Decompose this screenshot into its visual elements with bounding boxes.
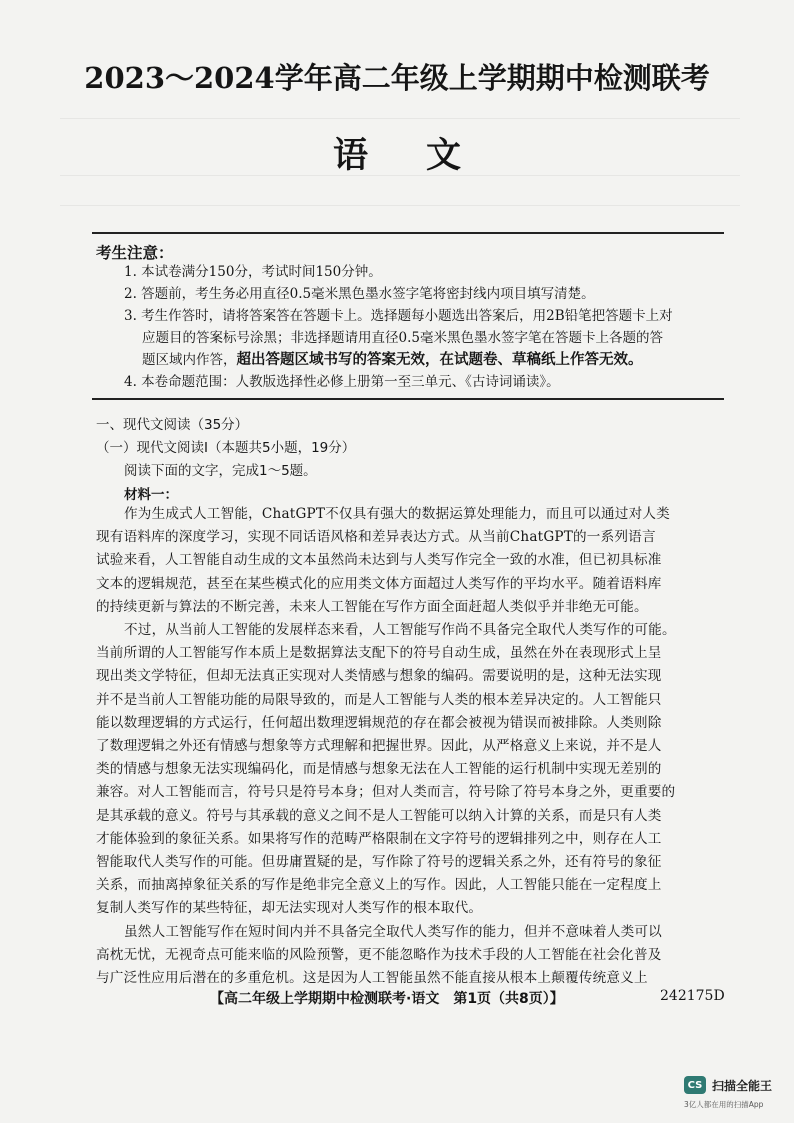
show-through-line (60, 118, 740, 119)
watermark-app-name: 扫描全能王 (712, 1078, 773, 1093)
notice-item-2: 2. 答题前，考生务必用直径0.5毫米黑色墨水签字笔将密封线内项目填写清楚。 (124, 286, 595, 302)
notice-item-3-tail: 题区域内作答， (142, 352, 237, 368)
scanner-watermark (684, 1076, 772, 1094)
paragraph-line: 兼容。对人工智能而言，符号只是符号本身；但对人类而言，符号除了符号本身之外，更重要的 (96, 784, 676, 801)
paragraph-line: 关系，而抽离掉象征关系的写作是绝非完全意义上的写作。因此，人工智能只能在一定程度上 (96, 877, 662, 894)
notice-warning: 超出答题区域书写的答案无效，在试题卷、草稿纸上作答无效。 (236, 351, 643, 368)
notice-item-1: 1. 本试卷满分150分，考试时间150分钟。 (124, 264, 382, 280)
paragraph-line: 虽然人工智能写作在短时间内并不具备完全取代人类写作的能力，但并不意味着人类可以 (124, 924, 662, 940)
exam-title: 2023～2024学年高二年级上学期期中检测联考 (84, 61, 710, 95)
page-footer: 【高二年级上学期期中检测联考·语文 第1页（共8页）】 (210, 991, 564, 1007)
watermark-tagline: 3亿人都在用的扫描App (684, 1100, 764, 1109)
paragraph-line: 现出类文学特征，但却无法真正实现对人类情感与想象的编码。需要说明的是，这种无法实现 (96, 668, 662, 685)
paragraph-line: 高枕无忧，无视奇点可能来临的风险预警，更不能忽略作为技术手段的人工智能在社会化普及 (96, 947, 662, 964)
paragraph-line: 文本的逻辑规范，甚至在某些模式化的应用类文体方面超过人类写作的平均水平。随着语料库 (96, 575, 662, 592)
paragraph-line: 不过，从当前人工智能的发展样态来看，人工智能写作尚不具备完全取代人类写作的可能。 (124, 622, 676, 638)
paragraph-line: 作为生成式人工智能，ChatGPT不仅具有强大的数据运算处理能力，而且可以通过对人类 (124, 506, 670, 522)
subpart-heading: （一）现代文阅读Ⅰ（本题共5小题，19分） (96, 440, 356, 456)
notice-heading: 考生注意： (96, 244, 174, 262)
exam-code: 242175D (660, 988, 725, 1004)
notice-item-3-end (124, 349, 724, 371)
paragraph-2 (96, 619, 728, 921)
paragraph-line: 试验来看，人工智能自动生成的文本虽然尚未达到与人类写作完全一致的水准，但已初具标准 (96, 552, 662, 569)
notice-list (124, 261, 724, 393)
part-heading: 一、现代文阅读（35分） (96, 417, 249, 433)
paragraph-line: 智能取代人类写作的可能。但毋庸置疑的是，写作除了符号的逻辑关系之外，还有符号的象征 (96, 854, 662, 871)
show-through-line (60, 205, 740, 206)
paragraph-line: 了数理逻辑之外还有情感与想象等方式理解和把握世界。因此，从严格意义上来说，并不是人 (96, 738, 662, 755)
paragraph-line: 类的情感与想象无法实现编码化，而是情感与想象无法在人工智能的运行机制中实现无差别的 (96, 761, 662, 778)
paragraph-line: 才能体验到的象征关系。如果将写作的范畴严格限制在文字符号的逻辑排列之中，则存在人工 (96, 830, 662, 847)
paragraph-line: 当前所谓的人工智能写作本质上是数据算法支配下的符号自动生成，虽然在外在表现形式上呈 (96, 645, 662, 662)
subject-title: 语文 (332, 135, 519, 176)
paragraph-line: 并不是当前人工智能功能的局限导致的，而是人工智能与人类的根本差异决定的。人工智能只 (96, 691, 662, 708)
notice-item-3: 3. 考生作答时，请将答案答在答题卡上。选择题每小题选出答案后，用2B铅笔把答题卡上对 (124, 308, 673, 324)
material-label: 材料一： (124, 487, 178, 503)
paragraph-1 (96, 503, 728, 619)
notice-item-4: 4. 本卷命题范围：人教版选择性必修上册第一至三单元、《古诗词诵读》。 (124, 374, 560, 390)
notice-bottom-rule (92, 398, 724, 400)
reading-instruction: 阅读下面的文字，完成1～5题。 (124, 463, 317, 479)
paragraph-line: 能以数理逻辑的方式运行，任何超出数理逻辑规范的存在都会被视为错误而被排除。人类则除 (96, 714, 662, 731)
paragraph-line: 是其承载的意义。符号与其承载的意义之间不是人工智能可以纳入计算的关系，而是只有人类 (96, 807, 662, 824)
paragraph-line: 现有语料库的深度学习，实现不同话语风格和差异表达方式。从当前ChatGPT的一系列语言 (96, 529, 656, 546)
notice-top-rule (92, 232, 724, 234)
paragraph-line: 与广泛性应用后潜在的多重危机。这是因为人工智能虽然不能直接从根本上颠覆传统意义上 (96, 970, 648, 987)
notice-item-3-cont: 应题目的答案标号涂黑；非选择题请用直径0.5毫米黑色墨水签字笔在答题卡上各题的答 (142, 330, 663, 346)
paragraph-line: 复制人类写作的某些特征，却无法实现对人类写作的根本取代。 (96, 900, 483, 917)
paragraph-3 (96, 921, 728, 991)
camscanner-logo-icon: CS (684, 1076, 706, 1094)
paragraph-line: 的持续更新与算法的不断完善，未来人工智能在写作方面全面赶超人类似乎并非绝无可能。 (96, 598, 648, 615)
